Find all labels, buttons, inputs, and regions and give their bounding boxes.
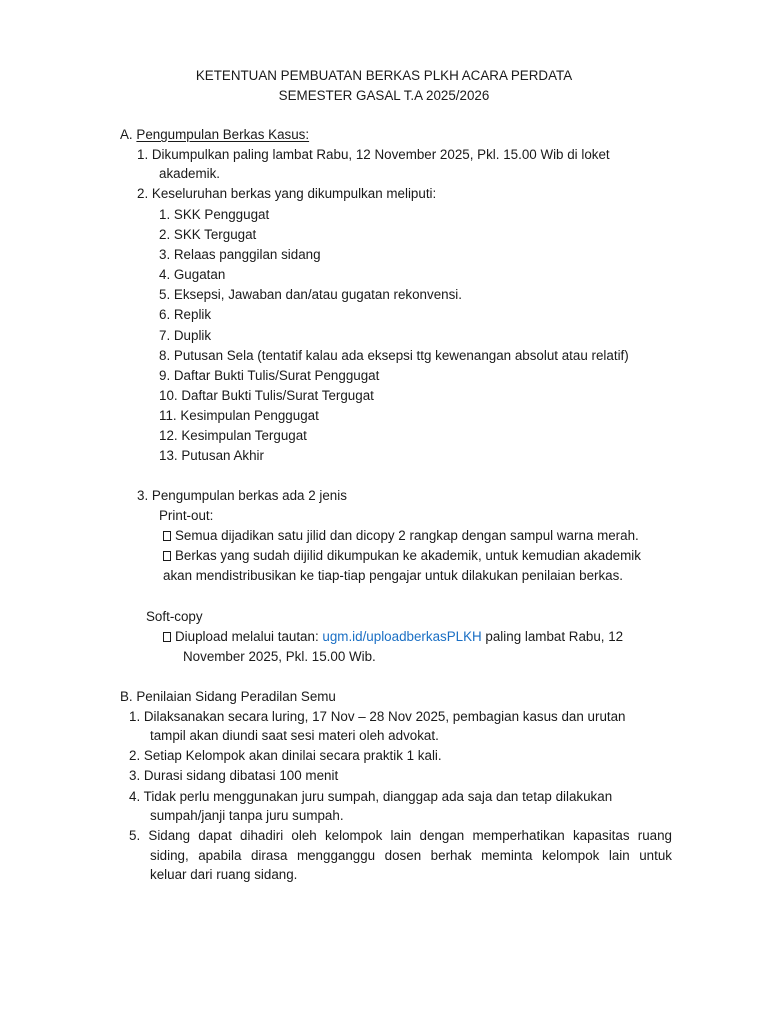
printout-bullet-1-text: Semua dijadikan satu jilid dan dicopy 2 rangkap dengan sampul warna merah. bbox=[175, 528, 639, 543]
document-list-item: 11. Kesimpulan Penggugat bbox=[159, 408, 319, 423]
softcopy-bullet-line-2: November 2025, Pkl. 15.00 Wib. bbox=[183, 649, 376, 664]
b-item-2: 2. Setiap Kelompok akan dinilai secara praktik 1 kali. bbox=[129, 748, 442, 763]
document-list-item: 3. Relaas panggilan sidang bbox=[159, 247, 321, 262]
document-list-item: 8. Putusan Sela (tentatif kalau ada eksepsi ttg kewenangan absolut atau relatif) bbox=[159, 348, 629, 363]
a-item-3: 3. Pengumpulan berkas ada 2 jenis bbox=[137, 488, 347, 503]
upload-link[interactable]: ugm.id/uploadberkasPLKH bbox=[322, 629, 482, 644]
section-a-title: Pengumpulan Berkas Kasus: bbox=[136, 127, 310, 142]
softcopy-pre-text: Diupload melalui tautan: bbox=[175, 629, 323, 644]
a-item-2: 2. Keseluruhan berkas yang dikumpulkan meliputi: bbox=[137, 186, 437, 201]
checkbox-glyph-icon bbox=[163, 551, 171, 561]
document-list-item: 5. Eksepsi, Jawaban dan/atau gugatan rekonvensi. bbox=[159, 287, 462, 302]
b-item-4-line-1: 4. Tidak perlu menggunakan juru sumpah, dianggap ada saja dan tetap dilakukan bbox=[129, 789, 613, 804]
a-item-1-line-1: 1. Dikumpulkan paling lambat Rabu, 12 November 2025, Pkl. 15.00 Wib di loket bbox=[137, 147, 610, 162]
printout-bullet-2-line-1 bbox=[163, 549, 641, 562]
document-list-item: 13. Putusan Akhir bbox=[159, 448, 264, 463]
document-list-item: 10. Daftar Bukti Tulis/Surat Tergugat bbox=[159, 388, 374, 403]
printout-label: Print-out: bbox=[159, 508, 214, 523]
document-list-item: 6. Replik bbox=[159, 307, 212, 322]
title-line-1: KETENTUAN PEMBUATAN BERKAS PLKH ACARA PERDATA bbox=[195, 68, 573, 83]
printout-bullet-2-line-2: akan mendistribusikan ke tiap-tiap pengajar untuk dilakukan penilaian berkas. bbox=[163, 568, 624, 583]
b-item-1-line-2: tampil akan diundi saat sesi materi oleh advokat. bbox=[150, 728, 439, 743]
printout-bullet-1 bbox=[163, 529, 639, 542]
printout-bullet-2-text: Berkas yang sudah dijilid dikumpukan ke akademik, untuk kemudian akademik bbox=[175, 548, 641, 563]
softcopy-post-text: paling lambat Rabu, 12 bbox=[481, 629, 624, 644]
softcopy-label: Soft-copy bbox=[146, 609, 203, 624]
section-b-heading: B. Penilaian Sidang Peradilan Semu bbox=[120, 689, 336, 704]
checkbox-glyph-icon bbox=[163, 531, 171, 541]
checkbox-glyph-icon bbox=[163, 632, 171, 642]
b-item-5-line-1: 5. Sidang dapat dihadiri oleh kelompok lain dengan memperhatikan kapasitas ruang bbox=[129, 828, 672, 843]
softcopy-bullet-line-1 bbox=[163, 630, 623, 643]
b-item-1-line-1: 1. Dilaksanakan secara luring, 17 Nov – 28 Nov 2025, pembagian kasus dan urutan bbox=[129, 709, 626, 724]
document-list-item: 4. Gugatan bbox=[159, 267, 226, 282]
title-line-2: SEMESTER GASAL T.A 2025/2026 bbox=[278, 88, 490, 103]
b-item-3: 3. Durasi sidang dibatasi 100 menit bbox=[129, 768, 339, 783]
document-list-item: 9. Daftar Bukti Tulis/Surat Penggugat bbox=[159, 368, 380, 383]
document-list-item: 12. Kesimpulan Tergugat bbox=[159, 428, 307, 443]
b-item-4-line-2: sumpah/janji tanpa juru sumpah. bbox=[150, 808, 344, 823]
section-a-marker: A. bbox=[120, 127, 133, 142]
section-a-heading bbox=[120, 128, 309, 141]
document-list-item: 2. SKK Tergugat bbox=[159, 227, 257, 242]
a-item-1-line-2: akademik. bbox=[159, 166, 221, 181]
document-list-item: 1. SKK Penggugat bbox=[159, 207, 270, 222]
b-item-5-line-2: siding, apabila dirasa mengganggu dosen berhak meminta kelompok lain untuk bbox=[150, 848, 672, 863]
b-item-5-line-3: keluar dari ruang sidang. bbox=[150, 867, 298, 882]
document-list-item: 7. Duplik bbox=[159, 328, 212, 343]
